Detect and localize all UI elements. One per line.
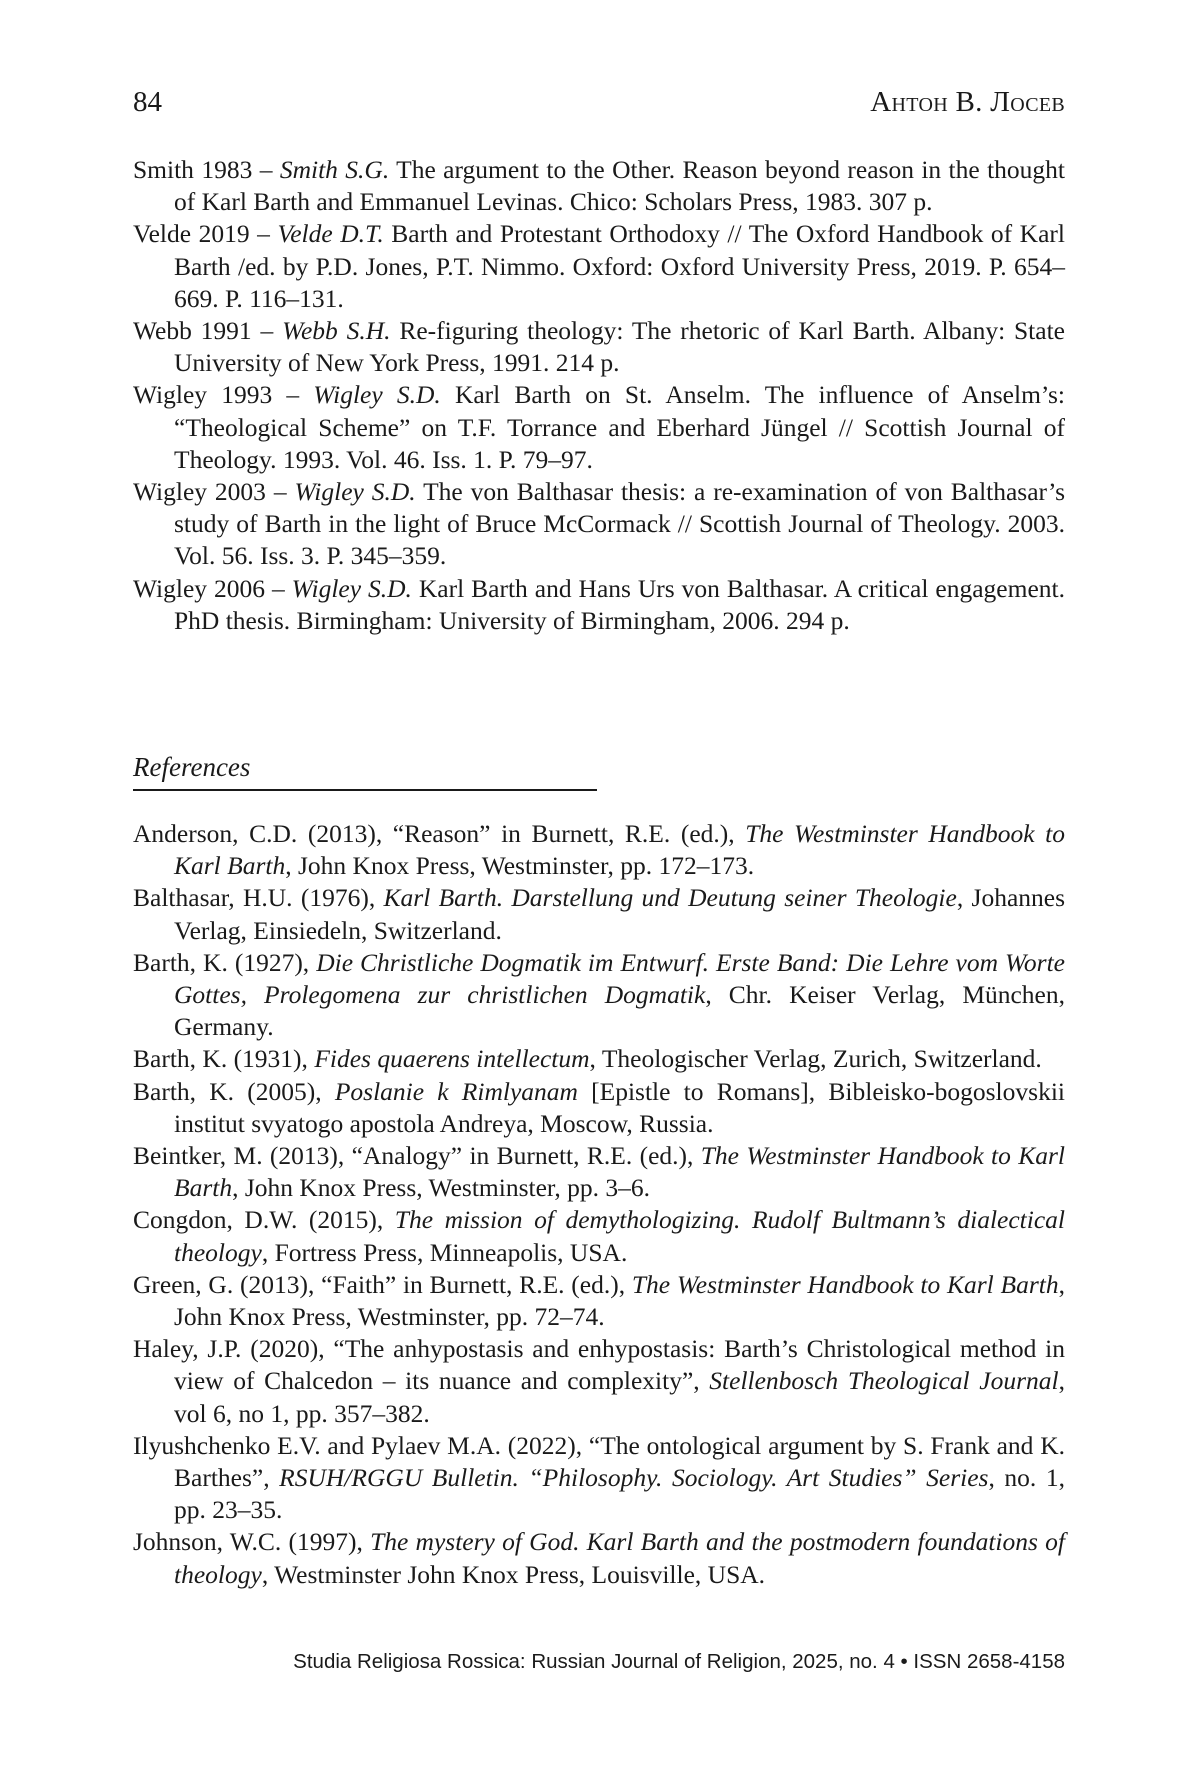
entry-text: , vol 6, no 1, pp. 357–382. [174,1366,1065,1428]
entry-text: Haley, J.P. (2020), “The anhypostasis and enhypostasis: Barth’s Christological method in view of Chalcedon – its nuance and complexity”, [133,1334,1065,1396]
entry-title-italic: The mission of demythologizing. Rudolf Bultmann’s dialectical theology [174,1205,1065,1267]
bibliography-entry [133,379,1065,476]
entry-title-italic: Wigley S.D. [313,380,441,410]
references-list [133,818,1065,1591]
entry-title-italic: Smith S.G. [279,155,390,184]
entry-title-italic: The Westminster Handbook to Karl Barth [174,819,1065,881]
entry-title-italic: Wigley S.D. [291,573,412,603]
entry-title-italic: Fides quaerens intellectum [314,1044,590,1074]
reference-entry [133,882,1065,946]
entry-text: , no. 1, pp. 23–35. [174,1463,1066,1525]
entry-title-italic: Stellenbosch Theological Journal [709,1366,1059,1396]
entry-title-italic: Wigley S.D. [294,477,416,507]
running-author: Антон В. Лосев [870,86,1065,118]
entry-text: The argument to the Other. Reason beyond reason in the thought of Karl Barth and Emmanuel Levinas. Chico: Scholars Press, 1983. 307 p. [174,155,1066,217]
entry-text: Karl Barth and Hans Urs von Balthasar. A critical engagement. PhD thesis. Birmingham: University of Birmingham, 2006. 294 p. [174,573,1065,635]
reference-entry [133,1430,1065,1527]
bibliography-entry [133,315,1065,379]
entry-title-italic: Die Christliche Dogmatik im Entwurf. Erste Band: Die Lehre vom Worte Gottes, Prolegomena zur christlichen Dogmatik [174,947,1065,1010]
entry-text: Webb 1991 – [133,316,283,346]
entry-title-italic: The Westminster Handbook to Karl Barth [631,1269,1059,1299]
entry-title-italic: Karl Barth. Darstellung und Deutung seiner Theologie [383,883,957,913]
bibliography-entry [133,573,1065,637]
bibliography-entry [133,218,1065,315]
entry-text: Barth, K. (2005), [133,1076,335,1106]
entry-text: Balthasar, H.U. (1976), [133,883,384,913]
entry-title-italic: The Westminster Handbook to Karl Barth [174,1141,1066,1203]
bibliography-list [133,154,1065,637]
entry-text: , Fortress Press, Minneapolis, USA. [261,1237,628,1267]
entry-text: Wigley 1993 – [133,380,314,410]
reference-entry [133,818,1065,882]
bibliography-entry [133,154,1065,218]
entry-title-italic: The mystery of God. Karl Barth and the postmodern foundations of theology [174,1527,1066,1589]
entry-text: Velde 2019 – [133,219,278,249]
entry-text: , Theologischer Verlag, Zurich, Switzerland. [589,1044,1042,1074]
entry-text: Congdon, D.W. (2015), [133,1205,395,1235]
entry-text: Wigley 2003 – [133,477,295,507]
entry-text: , John Knox Press, Westminster, pp. 72–74. [174,1269,1065,1332]
reference-entry [133,1333,1065,1430]
entry-text: [Epistle to Romans], Bibleisko-bogoslovskii institut svyatogo apostola Andreya, Moscow, Russia. [174,1076,1065,1138]
entry-text: , Johannes Verlag, Einsiedeln, Switzerland. [174,883,1066,945]
entry-text: Karl Barth on St. Anselm. The influence of Anselm’s: “Theological Scheme” on T.F. Torrance and Eberhard Jüngel // Scottish Journal of Theology. 1993. Vol. 46. Iss. 1. P. 79–97. [174,380,1065,474]
reference-entry [133,947,1065,1044]
entry-title-italic: Poslanie k Rimlyanam [334,1076,578,1106]
reference-entry [133,1204,1065,1268]
entry-text: Beintker, M. (2013), “Analogy” in Burnett, R.E. (ed.), [133,1141,701,1171]
entry-text: Re-figuring theology: The rhetoric of Karl Barth. Albany: State University of New York Press, 1991. 214 p. [174,316,1065,378]
references-heading: References [133,752,597,791]
entry-text: Wigley 2006 – [133,573,292,603]
entry-text: Ilyushchenko E.V. and Pylaev M.A. (2022), “The ontological argument by S. Frank and K. Barthes”, [133,1430,1065,1493]
reference-entry [133,1526,1065,1590]
entry-title-italic: RSUH/RGGU Bulletin. “Philosophy. Sociology. Art Studies” Series [279,1463,989,1493]
entry-text: The von Balthasar thesis: a re-examination of von Balthasar’s study of Barth in the light of Bruce McCormack // Scottish Journal of Theology. 2003. Vol. 56. Iss. 3. P. 345–359. [174,477,1065,571]
entry-text: , John Knox Press, Westminster, pp. 172–173. [285,851,755,881]
entry-text: Green, G. (2013), “Faith” in Burnett, R.E. (ed.), [133,1269,632,1299]
entry-text: Anderson, C.D. (2013), “Reason” in Burnett, R.E. (ed.), [133,819,746,848]
entry-text: , John Knox Press, Westminster, pp. 3–6. [232,1173,651,1203]
reference-entry [133,1140,1065,1204]
entry-title-italic: Velde D.T. [277,219,384,249]
entry-text: Barth, K. (1927), [133,947,317,977]
reference-entry [133,1076,1065,1140]
reference-entry [133,1043,1065,1075]
reference-entry [133,1269,1065,1333]
entry-title-italic: Webb S.H. [282,316,391,346]
entry-text: , Westminster John Knox Press, Louisville, USA. [261,1559,766,1589]
entry-text: Johnson, W.C. (1997), [133,1527,371,1557]
entry-text: Barth and Protestant Orthodoxy // The Oxford Handbook of Karl Barth /ed. by P.D. Jones, P.T. Nimmo. Oxford: Oxford University Press, 2019. P. 654–669. P. 116–131. [174,219,1065,313]
entry-text: Smith 1983 – [133,155,280,184]
entry-text: Barth, K. (1931), [133,1044,315,1074]
journal-footer: Studia Religiosa Rossica: Russian Journal of Religion, 2025, no. 4 • ISSN 2658-4158 [293,1650,1065,1673]
page-number: 84 [133,86,162,118]
entry-text: , Chr. Keiser Verlag, München, Germany. [174,980,1065,1042]
bibliography-entry [133,476,1065,573]
running-header [133,86,1065,119]
